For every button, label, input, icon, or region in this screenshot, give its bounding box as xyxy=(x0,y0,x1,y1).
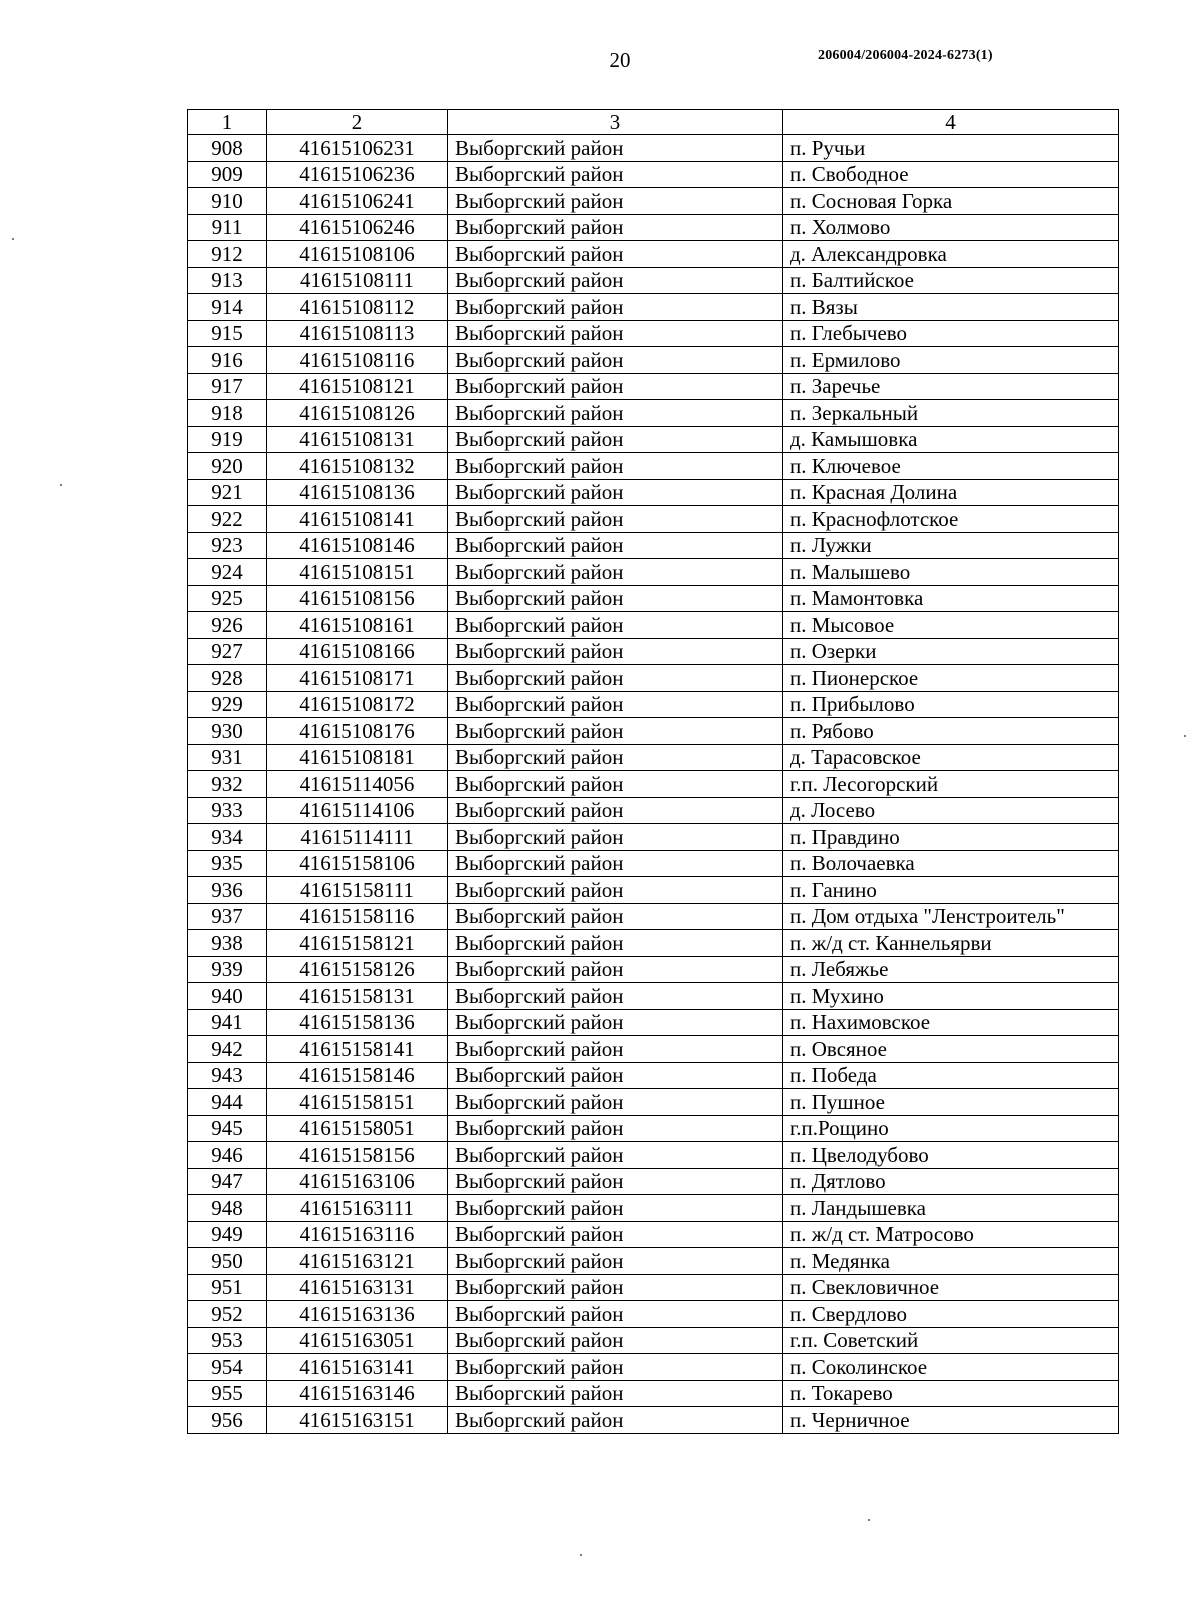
row-number-cell: 929 xyxy=(188,691,267,718)
settlement-cell: д. Камышовка xyxy=(783,426,1119,453)
table-row xyxy=(188,771,1119,798)
district-cell: Выборгский район xyxy=(448,453,783,480)
settlement-cell: п. Сосновая Горка xyxy=(783,188,1119,215)
row-number-cell: 938 xyxy=(188,930,267,957)
code-cell: 41615108181 xyxy=(267,744,448,771)
table-row xyxy=(188,506,1119,533)
settlement-cell: п. Краснофлотское xyxy=(783,506,1119,533)
row-number-cell: 921 xyxy=(188,479,267,506)
table-row xyxy=(188,400,1119,427)
district-cell: Выборгский район xyxy=(448,744,783,771)
row-number-cell: 941 xyxy=(188,1009,267,1036)
column-header-3: 3 xyxy=(448,110,783,135)
district-cell: Выборгский район xyxy=(448,400,783,427)
table-row xyxy=(188,665,1119,692)
table-row xyxy=(188,1354,1119,1381)
settlement-cell: п. ж/д ст. Каннельярви xyxy=(783,930,1119,957)
settlement-cell: п. Пионерское xyxy=(783,665,1119,692)
code-cell: 41615108112 xyxy=(267,294,448,321)
settlement-cell: п. Холмово xyxy=(783,214,1119,241)
district-cell: Выборгский район xyxy=(448,983,783,1010)
district-cell: Выборгский район xyxy=(448,1089,783,1116)
table-row xyxy=(188,1142,1119,1169)
table-row xyxy=(188,320,1119,347)
settlement-cell: п. Глебычево xyxy=(783,320,1119,347)
row-number-cell: 910 xyxy=(188,188,267,215)
code-cell: 41615158106 xyxy=(267,850,448,877)
code-cell: 41615106231 xyxy=(267,135,448,162)
district-cell: Выборгский район xyxy=(448,797,783,824)
code-cell: 41615106241 xyxy=(267,188,448,215)
settlement-cell: д. Тарасовское xyxy=(783,744,1119,771)
table-row xyxy=(188,161,1119,188)
row-number-cell: 919 xyxy=(188,426,267,453)
code-cell: 41615108111 xyxy=(267,267,448,294)
code-cell: 41615108136 xyxy=(267,479,448,506)
code-cell: 41615163051 xyxy=(267,1327,448,1354)
district-cell: Выборгский район xyxy=(448,1380,783,1407)
table-row xyxy=(188,956,1119,983)
code-cell: 41615108121 xyxy=(267,373,448,400)
header-row xyxy=(188,110,1119,135)
row-number-cell: 909 xyxy=(188,161,267,188)
settlement-cell: п. Ключевое xyxy=(783,453,1119,480)
row-number-cell: 928 xyxy=(188,665,267,692)
row-number-cell: 908 xyxy=(188,135,267,162)
code-cell: 41615158116 xyxy=(267,903,448,930)
row-number-cell: 917 xyxy=(188,373,267,400)
table-row xyxy=(188,559,1119,586)
district-cell: Выборгский район xyxy=(448,956,783,983)
table-row xyxy=(188,241,1119,268)
row-number-cell: 944 xyxy=(188,1089,267,1116)
table-row xyxy=(188,1062,1119,1089)
settlement-cell: д. Александровка xyxy=(783,241,1119,268)
table-row xyxy=(188,1009,1119,1036)
table-row xyxy=(188,1248,1119,1275)
table-row xyxy=(188,877,1119,904)
code-cell: 41615108113 xyxy=(267,320,448,347)
row-number-cell: 913 xyxy=(188,267,267,294)
district-cell: Выборгский район xyxy=(448,691,783,718)
code-cell: 41615108132 xyxy=(267,453,448,480)
table-row xyxy=(188,347,1119,374)
district-cell: Выборгский район xyxy=(448,532,783,559)
settlement-cell: п. Дом отдыха "Ленстроитель" xyxy=(783,903,1119,930)
code-cell: 41615163116 xyxy=(267,1221,448,1248)
district-cell: Выборгский район xyxy=(448,850,783,877)
district-cell: Выборгский район xyxy=(448,347,783,374)
settlement-cell: п. Черничное xyxy=(783,1407,1119,1434)
settlement-cell: п. Рябово xyxy=(783,718,1119,745)
row-number-cell: 946 xyxy=(188,1142,267,1169)
settlement-cell: п. Озерки xyxy=(783,638,1119,665)
row-number-cell: 956 xyxy=(188,1407,267,1434)
settlement-cell: д. Лосево xyxy=(783,797,1119,824)
row-number-cell: 955 xyxy=(188,1380,267,1407)
settlement-cell: п. Балтийское xyxy=(783,267,1119,294)
settlement-cell: п. Свердлово xyxy=(783,1301,1119,1328)
district-cell: Выборгский район xyxy=(448,241,783,268)
table-row xyxy=(188,983,1119,1010)
row-number-cell: 945 xyxy=(188,1115,267,1142)
settlement-cell: п. Токарево xyxy=(783,1380,1119,1407)
district-cell: Выборгский район xyxy=(448,1301,783,1328)
district-cell: Выборгский район xyxy=(448,1248,783,1275)
district-cell: Выборгский район xyxy=(448,135,783,162)
row-number-cell: 951 xyxy=(188,1274,267,1301)
scan-speck xyxy=(868,1519,870,1521)
code-cell: 41615158151 xyxy=(267,1089,448,1116)
settlement-cell: г.п. Советский xyxy=(783,1327,1119,1354)
row-number-cell: 930 xyxy=(188,718,267,745)
table-row xyxy=(188,532,1119,559)
table-row xyxy=(188,1115,1119,1142)
row-number-cell: 935 xyxy=(188,850,267,877)
column-header-2: 2 xyxy=(267,110,448,135)
row-number-cell: 943 xyxy=(188,1062,267,1089)
table-row xyxy=(188,691,1119,718)
district-cell: Выборгский район xyxy=(448,877,783,904)
code-cell: 41615108126 xyxy=(267,400,448,427)
row-number-cell: 931 xyxy=(188,744,267,771)
district-cell: Выборгский район xyxy=(448,665,783,692)
table-row xyxy=(188,638,1119,665)
district-cell: Выборгский район xyxy=(448,1195,783,1222)
table-row xyxy=(188,824,1119,851)
settlement-cell: п. Мухино xyxy=(783,983,1119,1010)
row-number-cell: 952 xyxy=(188,1301,267,1328)
code-cell: 41615108156 xyxy=(267,585,448,612)
district-cell: Выборгский район xyxy=(448,824,783,851)
code-cell: 41615108166 xyxy=(267,638,448,665)
district-cell: Выборгский район xyxy=(448,612,783,639)
district-cell: Выборгский район xyxy=(448,373,783,400)
row-number-cell: 916 xyxy=(188,347,267,374)
table-row xyxy=(188,1274,1119,1301)
district-cell: Выборгский район xyxy=(448,718,783,745)
settlement-cell: п. Лебяжье xyxy=(783,956,1119,983)
code-cell: 41615108172 xyxy=(267,691,448,718)
settlement-cell: п. Победа xyxy=(783,1062,1119,1089)
district-cell: Выборгский район xyxy=(448,1009,783,1036)
scan-speck xyxy=(60,484,62,486)
row-number-cell: 948 xyxy=(188,1195,267,1222)
code-cell: 41615163141 xyxy=(267,1354,448,1381)
code-cell: 41615114056 xyxy=(267,771,448,798)
row-number-cell: 954 xyxy=(188,1354,267,1381)
district-cell: Выборгский район xyxy=(448,1354,783,1381)
settlement-cell: п. Мысовое xyxy=(783,612,1119,639)
district-cell: Выборгский район xyxy=(448,506,783,533)
district-cell: Выборгский район xyxy=(448,903,783,930)
row-number-cell: 942 xyxy=(188,1036,267,1063)
district-cell: Выборгский район xyxy=(448,559,783,586)
row-number-cell: 914 xyxy=(188,294,267,321)
row-number-cell: 912 xyxy=(188,241,267,268)
code-cell: 41615106236 xyxy=(267,161,448,188)
row-number-cell: 936 xyxy=(188,877,267,904)
district-cell: Выборгский район xyxy=(448,638,783,665)
district-cell: Выборгский район xyxy=(448,930,783,957)
table-row xyxy=(188,1380,1119,1407)
document-id: 206004/206004-2024-6273(1) xyxy=(818,48,993,63)
table-row xyxy=(188,1036,1119,1063)
table-row xyxy=(188,373,1119,400)
settlement-cell: п. Цвелодубово xyxy=(783,1142,1119,1169)
settlement-cell: п. Ландышевка xyxy=(783,1195,1119,1222)
settlement-cell: п. Вязы xyxy=(783,294,1119,321)
scan-speck xyxy=(12,238,14,240)
settlement-cell: п. Пушное xyxy=(783,1089,1119,1116)
table-row xyxy=(188,1327,1119,1354)
district-cell: Выборгский район xyxy=(448,1168,783,1195)
district-cell: Выборгский район xyxy=(448,1407,783,1434)
code-cell: 41615108131 xyxy=(267,426,448,453)
code-cell: 41615108161 xyxy=(267,612,448,639)
settlement-cell: п. Прибылово xyxy=(783,691,1119,718)
settlement-cell: г.п.Рощино xyxy=(783,1115,1119,1142)
row-number-cell: 947 xyxy=(188,1168,267,1195)
code-cell: 41615163121 xyxy=(267,1248,448,1275)
scan-speck xyxy=(1184,735,1186,737)
row-number-cell: 949 xyxy=(188,1221,267,1248)
scan-speck xyxy=(580,1554,582,1556)
table-row xyxy=(188,797,1119,824)
table-row xyxy=(188,1195,1119,1222)
district-cell: Выборгский район xyxy=(448,771,783,798)
row-number-cell: 911 xyxy=(188,214,267,241)
table-header xyxy=(188,110,1119,135)
code-cell: 41615108116 xyxy=(267,347,448,374)
row-number-cell: 924 xyxy=(188,559,267,586)
district-cell: Выборгский район xyxy=(448,1142,783,1169)
table-row xyxy=(188,1168,1119,1195)
row-number-cell: 940 xyxy=(188,983,267,1010)
settlement-cell: п. Нахимовское xyxy=(783,1009,1119,1036)
code-cell: 41615158146 xyxy=(267,1062,448,1089)
district-cell: Выборгский район xyxy=(448,294,783,321)
column-header-1: 1 xyxy=(188,110,267,135)
settlement-cell: п. Медянка xyxy=(783,1248,1119,1275)
settlement-cell: п. Овсяное xyxy=(783,1036,1119,1063)
table-row xyxy=(188,612,1119,639)
row-number-cell: 933 xyxy=(188,797,267,824)
table-row xyxy=(188,744,1119,771)
code-cell: 41615158141 xyxy=(267,1036,448,1063)
table-row xyxy=(188,479,1119,506)
district-cell: Выборгский район xyxy=(448,1062,783,1089)
district-cell: Выборгский район xyxy=(448,188,783,215)
code-cell: 41615158131 xyxy=(267,983,448,1010)
table-row xyxy=(188,718,1119,745)
code-cell: 41615158126 xyxy=(267,956,448,983)
district-cell: Выборгский район xyxy=(448,1327,783,1354)
district-cell: Выборгский район xyxy=(448,267,783,294)
code-cell: 41615163151 xyxy=(267,1407,448,1434)
district-cell: Выборгский район xyxy=(448,1274,783,1301)
table-row xyxy=(188,1089,1119,1116)
code-cell: 41615163111 xyxy=(267,1195,448,1222)
settlement-cell: п. Ручьи xyxy=(783,135,1119,162)
row-number-cell: 922 xyxy=(188,506,267,533)
settlement-cell: п. Ермилово xyxy=(783,347,1119,374)
code-cell: 41615114106 xyxy=(267,797,448,824)
district-cell: Выборгский район xyxy=(448,1115,783,1142)
table-body xyxy=(188,135,1119,1434)
settlement-cell: п. Лужки xyxy=(783,532,1119,559)
page-number: 20 xyxy=(609,48,631,72)
settlements-table xyxy=(187,109,1119,1434)
table-row xyxy=(188,426,1119,453)
row-number-cell: 920 xyxy=(188,453,267,480)
row-number-cell: 932 xyxy=(188,771,267,798)
table-row xyxy=(188,585,1119,612)
settlement-cell: п. Малышево xyxy=(783,559,1119,586)
row-number-cell: 939 xyxy=(188,956,267,983)
code-cell: 41615158136 xyxy=(267,1009,448,1036)
table-row xyxy=(188,1221,1119,1248)
district-cell: Выборгский район xyxy=(448,426,783,453)
table-row xyxy=(188,1407,1119,1434)
settlement-cell: п. Красная Долина xyxy=(783,479,1119,506)
code-cell: 41615108141 xyxy=(267,506,448,533)
settlement-cell: г.п. Лесогорский xyxy=(783,771,1119,798)
code-cell: 41615108171 xyxy=(267,665,448,692)
table-row xyxy=(188,188,1119,215)
settlement-cell: п. Волочаевка xyxy=(783,850,1119,877)
district-cell: Выборгский район xyxy=(448,1036,783,1063)
row-number-cell: 950 xyxy=(188,1248,267,1275)
district-cell: Выборгский район xyxy=(448,214,783,241)
settlement-cell: п. Заречье xyxy=(783,373,1119,400)
table-row xyxy=(188,850,1119,877)
table-row xyxy=(188,294,1119,321)
code-cell: 41615163136 xyxy=(267,1301,448,1328)
row-number-cell: 918 xyxy=(188,400,267,427)
settlement-cell: п. Свободное xyxy=(783,161,1119,188)
district-cell: Выборгский район xyxy=(448,479,783,506)
row-number-cell: 925 xyxy=(188,585,267,612)
settlement-cell: п. Дятлово xyxy=(783,1168,1119,1195)
table-row xyxy=(188,267,1119,294)
row-number-cell: 915 xyxy=(188,320,267,347)
settlement-cell: п. Свекловичное xyxy=(783,1274,1119,1301)
code-cell: 41615158051 xyxy=(267,1115,448,1142)
settlement-cell: п. Соколинское xyxy=(783,1354,1119,1381)
table-row xyxy=(188,135,1119,162)
code-cell: 41615158156 xyxy=(267,1142,448,1169)
table-row xyxy=(188,903,1119,930)
district-cell: Выборгский район xyxy=(448,1221,783,1248)
code-cell: 41615108106 xyxy=(267,241,448,268)
settlement-cell: п. Правдино xyxy=(783,824,1119,851)
table-row xyxy=(188,1301,1119,1328)
code-cell: 41615163106 xyxy=(267,1168,448,1195)
row-number-cell: 923 xyxy=(188,532,267,559)
row-number-cell: 934 xyxy=(188,824,267,851)
row-number-cell: 953 xyxy=(188,1327,267,1354)
code-cell: 41615106246 xyxy=(267,214,448,241)
table-row xyxy=(188,453,1119,480)
settlement-cell: п. ж/д ст. Матросово xyxy=(783,1221,1119,1248)
row-number-cell: 926 xyxy=(188,612,267,639)
row-number-cell: 937 xyxy=(188,903,267,930)
code-cell: 41615163131 xyxy=(267,1274,448,1301)
code-cell: 41615158111 xyxy=(267,877,448,904)
settlement-cell: п. Зеркальный xyxy=(783,400,1119,427)
table-row xyxy=(188,930,1119,957)
code-cell: 41615163146 xyxy=(267,1380,448,1407)
district-cell: Выборгский район xyxy=(448,161,783,188)
code-cell: 41615158121 xyxy=(267,930,448,957)
code-cell: 41615108176 xyxy=(267,718,448,745)
district-cell: Выборгский район xyxy=(448,320,783,347)
column-header-4: 4 xyxy=(783,110,1119,135)
code-cell: 41615108151 xyxy=(267,559,448,586)
table-row xyxy=(188,214,1119,241)
row-number-cell: 927 xyxy=(188,638,267,665)
code-cell: 41615114111 xyxy=(267,824,448,851)
settlement-cell: п. Ганино xyxy=(783,877,1119,904)
district-cell: Выборгский район xyxy=(448,585,783,612)
code-cell: 41615108146 xyxy=(267,532,448,559)
settlement-cell: п. Мамонтовка xyxy=(783,585,1119,612)
